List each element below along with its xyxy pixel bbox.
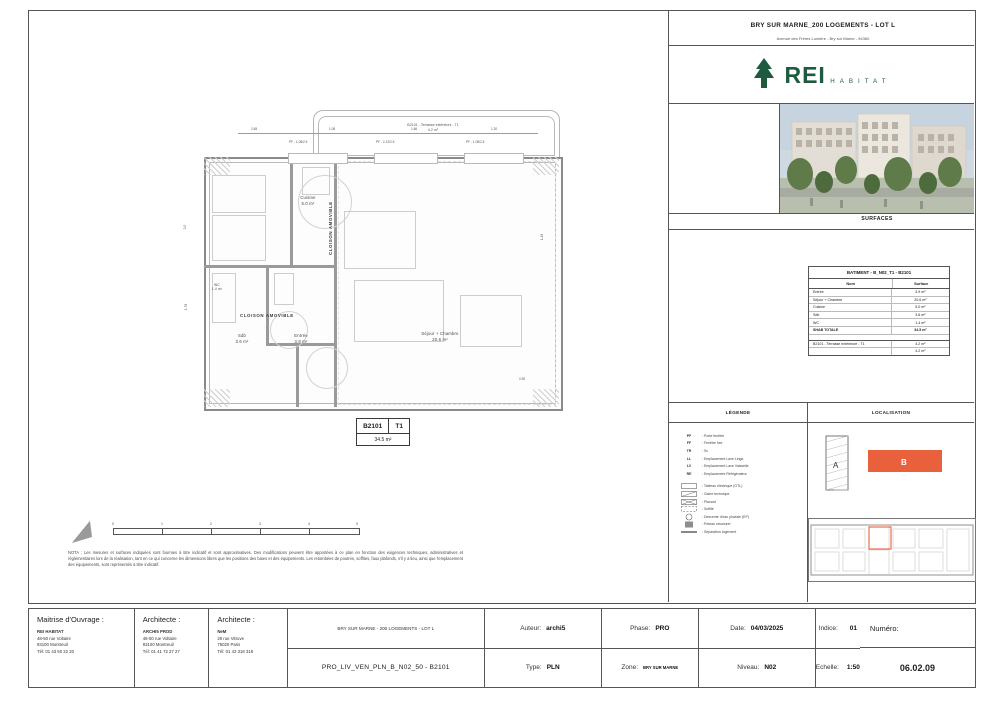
surfaces-header: SURFACES xyxy=(861,216,893,222)
architecte1-name: ARCHI5 PROD xyxy=(142,629,173,634)
dimension-text: 2.65 xyxy=(251,127,258,131)
gaine-technique-icon xyxy=(676,491,702,497)
building-render-image xyxy=(780,104,974,214)
legend-key: FF xyxy=(686,441,692,446)
row-name: Sdb xyxy=(809,312,892,319)
dimension-text: 1.78 xyxy=(184,303,189,311)
localisation-diagram xyxy=(808,432,974,494)
maitrise-line-1: 48-50 rue Voltaire xyxy=(37,635,71,641)
room-label-cuisine xyxy=(278,195,338,206)
column-header-nom: Nom xyxy=(809,279,893,288)
floor-plan-area xyxy=(28,10,668,602)
terrace-area: 4.2 m² xyxy=(427,128,439,133)
legend-desc: : Emplacement Réfrigérateur xyxy=(702,471,747,476)
scale-tick: 3 xyxy=(259,522,261,526)
window-tag: PF - 1.08/2.5 xyxy=(289,140,308,144)
divider xyxy=(668,45,974,46)
legend-desc: : Fenêtre fixe xyxy=(702,441,723,446)
interior-wall xyxy=(290,157,293,267)
descente-eau-pluviale-icon xyxy=(676,513,702,521)
room-name: Cuisine xyxy=(300,195,316,200)
maitrise-line-3: Tél: 01 43 60 22 20 xyxy=(37,648,75,654)
date-cell xyxy=(699,609,815,648)
north-arrow-icon xyxy=(68,515,102,549)
tree-icon xyxy=(751,56,777,95)
row-area: 34.5 m² xyxy=(914,328,927,333)
window-opening xyxy=(288,153,348,164)
fixture-block xyxy=(212,273,236,323)
row-area: 4.2 m² xyxy=(915,341,926,346)
row-area: 5.0 m² xyxy=(915,305,926,310)
phase-value: PRO xyxy=(655,624,670,632)
logo-subtitle: HABITAT xyxy=(830,78,891,85)
niveau-value: N02 xyxy=(764,664,777,672)
architecte2-line-1: 29 rue Vitruve xyxy=(217,635,244,641)
apartment-code: B2101 xyxy=(357,419,389,433)
niveau-cell xyxy=(699,649,815,688)
project-name-cell xyxy=(288,609,484,648)
legend-key: RE xyxy=(686,471,692,476)
doc-info-row-1 xyxy=(288,609,860,649)
table-row xyxy=(809,319,949,327)
doc-info-row-2 xyxy=(288,649,860,688)
legend-desc: : Gaine technique xyxy=(702,491,730,496)
row-area: 4.2 m² xyxy=(915,349,926,354)
row-name: SHAB TOTALE xyxy=(809,327,892,334)
scale-tick: 2 xyxy=(210,522,212,526)
legend-key: TR xyxy=(686,448,692,453)
legende-header: LÉGENDE xyxy=(725,410,751,415)
row-area: 3.9 m² xyxy=(915,290,926,295)
project-address: Avenue des Frères Lumière - Bry sur Marne - 94360 xyxy=(776,36,870,41)
table-row xyxy=(809,348,949,355)
scale-tick: 1 xyxy=(161,522,163,526)
nota-text: NOTA : Les mesures et surfaces indiquées sont fournies à titre indicatif et sont approximatives. Des modifications peuvent être apportées à ce plan en fonction des exigences techniques, administratives et réglementaires lors de la réalisation, tant en ce qui concerne les dimensions libres que les positions des baies et des équipements. Les retombées de poutres, soffites, faux plafonds, s'il y a lieu, ainsi que l'emplacement des équipements, sont représentés à titre indicatif. xyxy=(68,550,463,568)
fixture-block xyxy=(212,215,266,261)
type-cell xyxy=(485,649,601,688)
divider xyxy=(668,422,974,423)
maitrise-line-2: 93100 Montreuil xyxy=(37,642,68,648)
dimension-text: 1.08 xyxy=(329,127,336,131)
divider xyxy=(668,229,974,230)
table-row xyxy=(809,289,949,297)
indice-value: 01 xyxy=(849,624,858,632)
partition-label-horizontal: CLOISON AMOVIBLE xyxy=(240,313,294,318)
terrace-name: B2101 - Terrasse extérieurs - T1 xyxy=(407,123,459,127)
type-value: PLN xyxy=(546,664,560,672)
room-label-sdb xyxy=(212,333,272,344)
svg-text:B: B xyxy=(901,458,907,467)
room-area: 3.6 m² xyxy=(235,338,249,344)
room-label-sejour xyxy=(394,331,486,342)
table-row xyxy=(809,341,949,349)
scale-tick: 0 xyxy=(112,522,114,526)
window-opening xyxy=(464,153,524,164)
terrace-inner xyxy=(318,116,555,156)
interior-wall xyxy=(204,265,334,268)
divider xyxy=(779,103,780,213)
scale-tick: 5 xyxy=(356,522,358,526)
doc-code-cell xyxy=(288,649,484,688)
date-value: 04/03/2025 xyxy=(750,624,784,632)
room-area: 20.6 m² xyxy=(432,336,448,342)
dimension-text: 1.20 xyxy=(491,127,498,131)
scale-tick: 4 xyxy=(308,522,310,526)
window-tag: PF - 2.12/2.5 xyxy=(376,140,395,144)
dimension-text: 1.66 xyxy=(411,127,418,131)
indice-cell xyxy=(816,609,860,648)
indice-label: Indice: xyxy=(818,624,838,632)
svg-text:A: A xyxy=(833,461,839,470)
row-name xyxy=(809,348,892,355)
architecte2-heading: Architecte : xyxy=(217,615,255,624)
legend-desc: : Sv xyxy=(702,448,709,453)
apartment-tag-box xyxy=(356,418,410,446)
legend-desc: : Emplacement Lave Vaisselle xyxy=(702,464,749,469)
separation-logement-icon xyxy=(676,529,702,535)
date-label: Date: xyxy=(730,624,746,632)
legend-key: LV xyxy=(686,464,692,469)
architecte1-line-1: 48-50 rue Voltaire xyxy=(142,635,177,641)
room-area: 1.4 m² xyxy=(211,287,223,292)
zone-label: Zone: xyxy=(621,664,638,672)
legend-desc: : Tableau électrique (GTL) xyxy=(702,484,743,489)
legend-key: LL xyxy=(686,456,692,461)
placard-icon xyxy=(676,499,702,505)
room-name: Sdb xyxy=(237,333,247,338)
row-name: Cuisine xyxy=(809,304,892,311)
row-area: 20.6 m² xyxy=(914,297,927,302)
room-name: Séjour + Chambre xyxy=(421,331,459,336)
phase-label: Phase: xyxy=(630,624,651,632)
room-label-entree xyxy=(270,333,332,344)
logo-wordmark: REI xyxy=(784,62,826,88)
surfaces-table-header-row xyxy=(809,279,949,289)
ceiling-outline xyxy=(338,161,556,405)
table-row-total xyxy=(809,327,949,335)
apartment-plan xyxy=(178,115,563,420)
legend-desc: : Descente d'eau pluviale (EP) xyxy=(702,514,749,519)
table-row xyxy=(809,304,949,312)
document-code: PRO_LIV_VEN_PLN_B_N02_50 - B2101 xyxy=(321,664,450,672)
architecte1-block xyxy=(135,609,210,687)
dimension-text: 2.0 xyxy=(183,224,188,230)
maitrise-heading: Maitrise d'Ouvrage : xyxy=(37,615,104,624)
room-area: 5.0 m² xyxy=(301,200,315,206)
niveau-label: Niveau: xyxy=(737,664,760,672)
row-area: 3.6 m² xyxy=(915,313,926,318)
numero-block xyxy=(860,609,975,687)
legend-key: PF xyxy=(686,433,692,438)
dimension-text: 1.48 xyxy=(540,233,545,241)
apartment-area: 34.5 m² xyxy=(357,433,409,445)
architecte2-line-2: 75020 Paris xyxy=(217,642,241,648)
room-name: Entrée xyxy=(294,333,308,338)
architecte1-heading: Architecte : xyxy=(142,615,181,624)
auteur-label: Auteur: xyxy=(520,624,542,632)
auteur-cell xyxy=(485,609,601,648)
row-name: B2101 - Terrasse extérieure - T1 xyxy=(809,341,892,348)
architecte2-line-3: Tél: 01 43 318 318 xyxy=(217,648,254,654)
scale-bar xyxy=(113,522,358,540)
divider xyxy=(668,402,974,403)
project-title: BRY SUR MARNE_200 LOGEMENTS - LOT L xyxy=(750,22,896,29)
auteur-value: archi5 xyxy=(546,624,566,632)
surfaces-table xyxy=(808,266,950,356)
numero-label: Numéro: xyxy=(860,609,975,648)
window-tag: PF - 1.08/2.5 xyxy=(466,140,485,144)
echelle-label: Echelle: xyxy=(815,664,839,672)
room-name: WC xyxy=(214,283,220,287)
echelle-cell xyxy=(816,649,860,688)
architecte1-line-3: Tél: 01 41 72 27 27 xyxy=(142,648,180,654)
window-opening xyxy=(374,153,438,164)
level-key-plan xyxy=(808,518,976,582)
type-label: Type: xyxy=(525,664,542,672)
dimension-line xyxy=(238,133,538,134)
column-header-surface: Surface xyxy=(914,281,929,286)
apartment-type: T1 xyxy=(395,422,403,430)
phase-cell xyxy=(602,609,698,648)
zone-value: BRY SUR MARNE xyxy=(643,665,679,671)
legend-item xyxy=(676,498,836,506)
dimension-text: 0.90 xyxy=(519,377,526,381)
project-name-small: BRY SUR MARNE - 200 LOGEMENTS - LOT L xyxy=(337,625,435,631)
numero-value: 06.02.09 xyxy=(899,662,935,673)
legend-desc: : Placard xyxy=(702,499,716,504)
row-name: WC xyxy=(809,319,892,326)
title-block xyxy=(28,608,976,688)
table-row xyxy=(809,312,949,320)
zone-cell xyxy=(602,649,698,688)
maitrise-ouvrage-block xyxy=(29,609,135,687)
structure-hatch xyxy=(204,389,230,407)
localisation-header: LOCALISATION xyxy=(871,410,911,415)
room-label-wc xyxy=(202,283,232,292)
echelle-value: 1:50 xyxy=(846,664,860,672)
row-name: Entrée xyxy=(809,289,892,296)
legend-desc: : Emplacement Lave Linge xyxy=(702,456,744,461)
architecte2-name: NeM xyxy=(217,629,227,634)
structure-hatch xyxy=(204,157,230,175)
rei-habitat-logo xyxy=(668,47,974,104)
architecte2-block xyxy=(209,609,287,687)
row-name: Séjour + Chambre xyxy=(809,297,892,304)
interior-wall xyxy=(296,343,299,407)
table-row xyxy=(809,297,949,305)
legend-desc: : Soffite xyxy=(702,507,714,512)
legend-desc: : Porte fenêtre xyxy=(702,433,725,438)
fixture-block xyxy=(274,273,294,305)
partition-label-vertical: CLOISON AMOVIBLE xyxy=(328,201,333,255)
row-area: 1.4 m² xyxy=(915,320,926,325)
tableau-electrique-icon xyxy=(676,483,702,489)
surfaces-table-title: BATIMENT - B_N02_T1 - B2101 xyxy=(809,267,949,279)
poteau-structurel-icon xyxy=(676,521,702,528)
maitrise-name: REI HABITAT xyxy=(37,629,64,634)
room-area: 3.9 m² xyxy=(294,338,308,344)
architecte1-line-2: 93100 Montreuil xyxy=(142,642,174,648)
fixture-block xyxy=(212,175,266,213)
legend-desc: : Poteau structurel xyxy=(702,522,731,527)
soffite-icon xyxy=(676,506,702,512)
legend-desc: : Séparation logement xyxy=(702,529,737,534)
divider xyxy=(668,213,974,214)
doc-info-block xyxy=(288,609,860,687)
